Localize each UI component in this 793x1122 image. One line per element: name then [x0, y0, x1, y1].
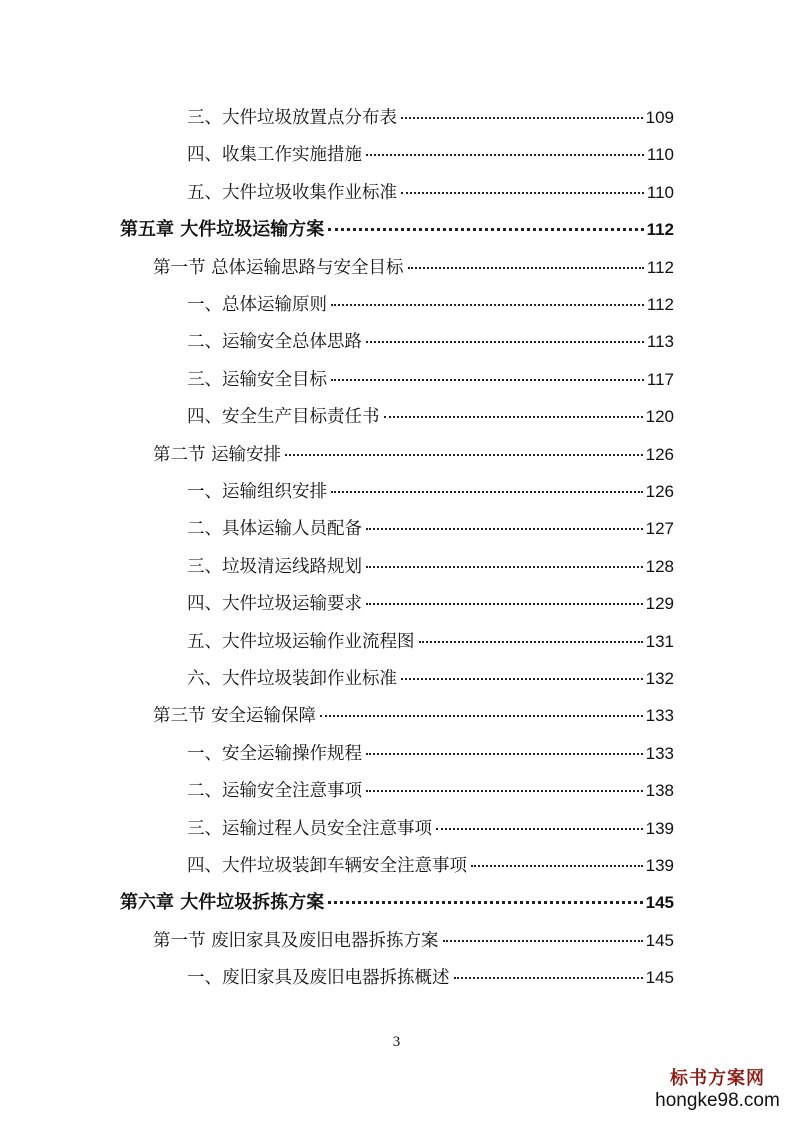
toc-entry-page: 112 [646, 220, 674, 240]
toc-entry-page: 113 [646, 332, 674, 352]
toc-leader-dots [328, 227, 643, 231]
toc-entry-title: 三、大件垃圾放置点分布表 [187, 108, 397, 128]
toc-leader-dots [384, 415, 643, 418]
toc-leader-dots [401, 677, 643, 680]
toc-entry[interactable] [187, 739, 674, 769]
toc-entry-title: 三、垃圾清运线路规划 [187, 556, 362, 577]
toc-entry-page: 145 [645, 893, 674, 913]
toc-entry-title: 一、安全运输操作规程 [187, 743, 362, 764]
toc-entry[interactable] [187, 477, 674, 507]
toc-entry-page: 132 [645, 669, 674, 688]
toc-entry-page: 145 [645, 930, 674, 950]
toc-leader-dots [471, 864, 643, 867]
toc-leader-dots [366, 789, 643, 792]
toc-entry[interactable] [187, 963, 674, 993]
toc-entry-title: 第六章 大件垃圾拆拣方案 [120, 892, 325, 914]
toc-entry-title: 四、收集工作实施措施 [187, 145, 362, 166]
toc-entry[interactable] [187, 402, 674, 432]
toc-entry-title: 三、运输安全目标 [187, 369, 327, 390]
toc-entry-title: 一、总体运输原则 [187, 295, 327, 315]
toc-entry-page: 110 [646, 182, 674, 202]
toc-entry[interactable] [187, 776, 674, 806]
toc-leader-dots [408, 266, 644, 269]
toc-leader-dots [328, 900, 642, 904]
toc-entry-page: 117 [646, 369, 674, 389]
toc-entry[interactable] [187, 140, 674, 170]
toc-entry[interactable] [187, 851, 674, 881]
toc-entry-page: 112 [646, 295, 674, 314]
toc-entry-page: 126 [645, 444, 674, 464]
toc-entry[interactable] [187, 103, 674, 133]
toc-entry-title: 第二节 运输安排 [153, 444, 282, 465]
toc-entry[interactable] [120, 888, 674, 918]
toc-entry-title: 五、大件垃圾收集作业标准 [187, 182, 397, 203]
toc-entry-title: 一、废旧家具及废旧电器拆拣概述 [187, 968, 450, 989]
toc-entry-title: 四、大件垃圾装卸车辆安全注意事项 [187, 856, 467, 876]
toc-leader-dots [320, 714, 643, 717]
toc-entry-title: 二、运输安全注意事项 [187, 781, 362, 802]
toc-entry[interactable] [187, 664, 674, 694]
toc-entry[interactable] [120, 215, 674, 245]
toc-entry-title: 三、运输过程人员安全注意事项 [187, 818, 432, 839]
toc-entry[interactable] [187, 178, 674, 208]
toc-entry-page: 128 [645, 556, 674, 576]
toc-leader-dots [401, 191, 644, 194]
toc-leader-dots [401, 116, 643, 119]
page-number: 3 [392, 1034, 401, 1050]
toc-leader-dots [436, 827, 643, 830]
toc-entry-page: 110 [646, 145, 674, 165]
toc-entry-page: 109 [645, 108, 674, 127]
toc-entry[interactable] [187, 514, 674, 544]
toc-entry-title: 五、大件垃圾运输作业流程图 [187, 631, 415, 652]
toc-leader-dots [366, 340, 644, 343]
toc-leader-dots [285, 453, 643, 456]
toc-leader-dots [366, 153, 644, 156]
watermark-logo [650, 1068, 785, 1112]
toc-leader-dots [331, 378, 644, 381]
toc-entry-page: 120 [645, 407, 674, 427]
toc-entry-title: 六、大件垃圾装卸作业标准 [187, 669, 397, 689]
toc-entry-page: 138 [645, 781, 674, 801]
toc-entry-title: 第三节 安全运输保障 [153, 706, 317, 727]
toc-entry[interactable] [187, 365, 674, 395]
toc-entry-title: 第五章 大件垃圾运输方案 [120, 219, 325, 241]
toc-entry[interactable] [187, 627, 674, 657]
toc-leader-dots [454, 976, 643, 979]
toc-leader-dots [331, 490, 643, 493]
toc-entry[interactable] [153, 253, 674, 283]
toc-entry-title: 第一节 废旧家具及废旧电器拆拣方案 [153, 930, 439, 951]
toc-entry[interactable] [153, 701, 674, 731]
toc-leader-dots [366, 527, 643, 530]
toc-leader-dots [366, 752, 643, 755]
toc-entry-page: 127 [645, 519, 674, 539]
toc-entry-page: 126 [645, 482, 674, 501]
toc-entry-title: 四、大件垃圾运输要求 [187, 594, 362, 615]
toc-entry[interactable] [187, 327, 674, 357]
toc-entry-page: 133 [645, 706, 674, 726]
toc-entry[interactable] [153, 926, 674, 956]
toc-entry[interactable] [187, 552, 674, 582]
toc-entry-title: 四、安全生产目标责任书 [187, 407, 380, 428]
toc-entry-title: 二、具体运输人员配备 [187, 519, 362, 540]
toc-entry[interactable] [187, 290, 674, 320]
toc-leader-dots [443, 939, 643, 942]
toc-entry-title: 第一节 总体运输思路与安全目标 [153, 257, 404, 278]
toc-entry-page: 145 [645, 968, 674, 988]
toc-entry-page: 112 [646, 257, 674, 277]
watermark-en: hongke98.com [655, 1090, 780, 1111]
toc-leader-dots [366, 565, 643, 568]
toc-leader-dots [419, 640, 643, 643]
watermark-cn: 标书方案网 [670, 1068, 765, 1089]
toc-entry[interactable] [153, 440, 674, 470]
toc-entry-page: 139 [645, 856, 674, 875]
toc-entry[interactable] [187, 589, 674, 619]
toc-entry-title: 一、运输组织安排 [187, 482, 327, 502]
toc-leader-dots [331, 303, 644, 306]
toc-leader-dots [366, 602, 643, 605]
toc-entry[interactable] [187, 814, 674, 844]
toc-entry-page: 139 [645, 818, 674, 838]
toc-entry-page: 129 [645, 594, 674, 614]
toc-entry-page: 131 [645, 631, 674, 651]
toc-entry-page: 133 [645, 743, 674, 763]
toc-entry-title: 二、运输安全总体思路 [187, 332, 362, 353]
